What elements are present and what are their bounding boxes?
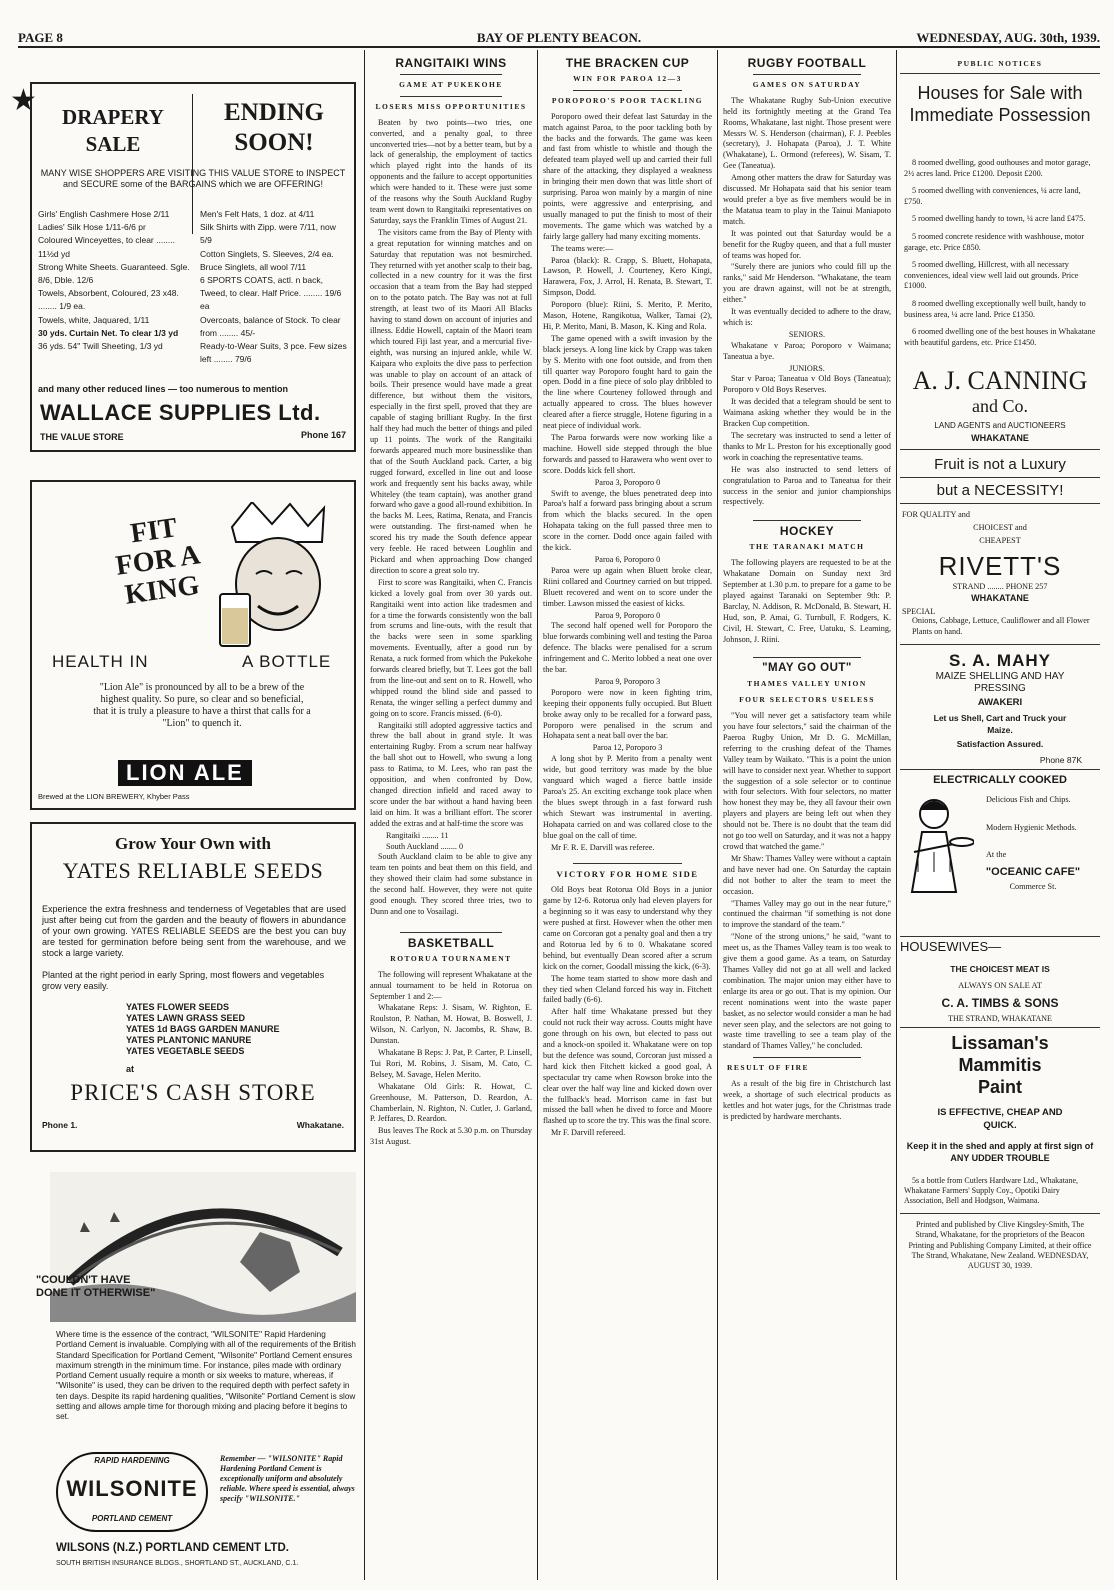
subhead: ROTORUA TOURNAMENT: [390, 953, 512, 963]
paragraph: Paroa were up again when Bluett broke clear, Riini collared and Courtney carried on but tripped. Bluett recovered and went on to score under the timber. Lawson missed the easiest of kicks.: [543, 565, 712, 608]
subhead: GAMES ON SATURDAY: [752, 79, 862, 89]
timbs-name: C. A. TIMBS & SONS: [941, 995, 1059, 1010]
mahy-service: MAIZE SHELLING AND HAY PRESSING: [935, 670, 1065, 694]
list-item: Towels, Absorbent, Coloured, 23 x48. ........ 1/9 ea.: [38, 288, 179, 312]
paragraph: Poroporo (blue): Riini, S. Merito, P. Merito, Mason, Hotene, Rangikotua, Walker, Tamai (2), Hi, P. Merito, Mani, B. Mason, K. King and Rola.: [543, 300, 712, 331]
imprint: Printed and published by Clive Kingsley-Smith, The Strand, Whakatane, for the proprietors of the Beacon Printing and Publishing Company Limited, at their office The Strand, Whakatane, New Zealand. WEDNESDAY, AUGUST 30, 1939.: [908, 1219, 1092, 1271]
section-label: SENIORS.: [788, 329, 826, 339]
paragraph: Beaten by two points—two tries, one converted, and a penalty goal, to three unconverted tries—not by a better team, but by a lack of generalship, the employment of tactics which played right into the hands of its opponents and the failure to accept opportunities which were handed to it. These were just some of the reasons why the South Auckland Rugby team went down to Rangitaiki representatives on Saturday, says the Franklin Times of August 21.: [370, 117, 532, 225]
mahy-name: S. A. MAHY: [949, 650, 1051, 670]
list-item: 30 yds. Curtain Net. To clear 1/3 yd: [38, 327, 179, 338]
subhead: RESULT OF FIRE: [727, 1063, 809, 1073]
newspaper-title: BAY OF PLENTY BEACON.: [476, 30, 642, 45]
mahy-phone: Phone 87K: [1039, 754, 1082, 765]
yates-seeds-ad: [30, 822, 356, 1152]
yates-line-1: Grow Your Own with: [114, 834, 271, 853]
headline: RANGITAIKI WINS: [395, 56, 507, 70]
meat-text-2: ALWAYS ON SALE AT: [958, 979, 1042, 990]
timbs-address: THE STRAND, WHAKATANE: [948, 1013, 1052, 1023]
meat-text-1: THE CHOICEST MEAT IS: [950, 963, 1050, 974]
at-the-text: At the: [986, 849, 1007, 859]
rivetts-town: WHAKATANE: [971, 593, 1029, 604]
paragraph: First to score was Rangitaiki, when C. Francis kicked a lovely goal from over 30 yards out. Rangitaiki went into action like tradesmen and for a time the forwards consistently won the ball from scrums and line-outs, with the result that the backs were seen in some sparkling movements. Eventually, after a good run by Renata, a ruck formed from which the Pukekohe forwards cleared briefly, but T. Lees got the ball from the line-out and sent on to R. Howell, who whipped round the blind side and passed to Renata, the winger selling a perfect dummy and going on to score. Francis missed. (6-0).: [370, 577, 532, 718]
paragraph: "You will never get a satisfactory team while you have four selectors," said the chairman of the Paeroa Rugby Union, Mr D. G. McMillan, referring to the crushing defeat of the Thames Valley team by Waikato. "This is a point the union will have to consider next year. Whether to support the suggestion of a sole selector or to continue with four selectors. With four selectors, no matter how honest they may be, they all favour their own players and players are being left out when they should not be. There is no doubt that the team did not go too well on Saturday, and it was not a happy crowd that watched the game.": [723, 711, 891, 851]
column-rule: [537, 50, 538, 1580]
list-item: YATES LAWN GRASS SEED: [126, 1013, 246, 1023]
public-notices-head: PUBLIC NOTICES: [957, 59, 1043, 68]
paragraph: Among other matters the draw for Saturday was discussed. Mr Hohapata said that his senior team would prefer a bye as five members would be in the Matatua team to play in the Tainui Maniapoto match.: [723, 173, 891, 226]
paragraph: Poroporo owed their defeat last Saturday in the match against Paroa, to the poor tackling both by the backs and the forwards. The game was keen and fast from whistle to whistle and though the defeated team played well up and carried their full share of the attacking, they displayed a weakness in bringing their men down that was little short of surprising. Paroa won mainly by a margin of nine points, were aggressive and enterprising, and usually managed to put the finish to most of their movements. The game which was watched by a fairly large gallery had many exciting moments.: [543, 111, 712, 241]
paragraph: "Thames Valley may go out in the near future," continued the chairman "if something is not done to improve the standard of the team.": [723, 898, 891, 930]
paragraph: Poroporo were now in keen fighting trim, keeping their opponents fully occupied. But Bluett broke away only to be recalled for a forward pass, Poroporo were penalised in the scrum and Hohapata sent a neat ball over the bar.: [543, 687, 712, 741]
star-icon: ★: [10, 83, 37, 118]
quality-text: FOR QUALITY and: [902, 510, 970, 520]
list-item: Silk Shirts with Zipp. were 7/11, now 5/9: [200, 222, 336, 246]
housewives-heading: HOUSEWIVES—: [900, 938, 1002, 954]
score-line: South Auckland ........ 0: [386, 841, 464, 851]
yates-phone: Phone 1.: [42, 1120, 78, 1130]
wilsonite-caption-2: DONE IT OTHERWISE": [36, 1287, 156, 1299]
waitress-illustration: [904, 792, 974, 902]
list-item: YATES PLANTONIC MANURE: [126, 1035, 252, 1045]
special-label: SPECIAL: [902, 607, 936, 617]
yates-line-2: YATES RELIABLE SEEDS: [62, 858, 324, 883]
paragraph: Whakatane Reps: J. Sisam, W. Righton, E. Roulston, P. Nathan, M. Howat, B. Boswell, J. Wilson, N. Carlyon, N. Jacombs, R. Shaw, B. Dunstan.: [370, 1003, 532, 1046]
list-item: 36 yds. 54" Twill Sheeting, 1/3 yd: [38, 341, 163, 352]
store-slogan: THE VALUE STORE: [40, 432, 124, 442]
column-rule: [896, 50, 897, 1580]
special-text: Onions, Cabbage, Lettuce, Cauliflower and all Flower Plants on hand.: [912, 616, 1090, 636]
yates-products: [126, 1002, 280, 1057]
listing: 5 roomed dwelling with conveniences, ¼ acre land, £750.: [904, 186, 1081, 206]
list-item: YATES VEGETABLE SEEDS: [126, 1046, 245, 1056]
paragraph: The second half opened well for Poroporo the blue forwards combining well and testing the Paroa defence. The blacks were penalised for a scrum infringement and C. Merito lobbed a neat one over the bar.: [543, 621, 712, 675]
score-line: Paroa 6, Poroporo 0: [594, 554, 661, 564]
listing: 5 roomed concrete residence with washhouse, motor garage, etc. Price £850.: [904, 231, 1085, 252]
subhead: POROPORO'S POOR TACKLING: [551, 95, 704, 105]
wilsonite-logo: [56, 1452, 208, 1532]
listing: 5 roomed dwelling handy to town, ¼ acre land £475.: [912, 214, 1086, 224]
paragraph: Paroa (black): R. Crapp, S. Bluett, Hohapata, Lawson, P. Howell, J. Courteney, Kero Kingi, Harawera, Fox, J. Arrol, H. Renata, B. Stewart, T. Simpson, Dodd.: [543, 255, 712, 298]
list-item: YATES 1d BAGS GARDEN MANURE: [126, 1024, 280, 1034]
drapery-right-list: [200, 208, 350, 366]
lissamans-claim: IS EFFECTIVE, CHEAP AND QUICK.: [937, 1106, 1063, 1131]
drapery-tagline: and many other reduced lines — too numerous to mention: [38, 384, 289, 394]
list-item: Cotton Singlets, S. Sleeves, 2/4 ea.: [200, 248, 334, 259]
paragraph: Star v Paroa; Taneatua v Old Boys (Taneatua); Poroporo v Old Boys Reserves.: [723, 374, 891, 395]
rivetts-name: RIVETT'S: [938, 551, 1062, 582]
paragraph: "None of the strong unions," he said, "want to meet us, as the Thames Valley team is too weak to give them a good game. As a team, on Saturday Thames Valley did not go at all well and lacked combination. The major union may either have to enlarge its area or go out. That is my opinion. Our recent nominations went into the waste paper basket, as no selector would consider a man he had never seen play, and the selectors are not going to waste time travelling to see a team play of the standard of Thames Valley," he concluded.: [723, 932, 891, 1051]
wilsons-address: SOUTH BRITISH INSURANCE BLDGS., SHORTLAND ST., AUCKLAND, C.1.: [56, 1560, 299, 1567]
fit-text: FIT: [128, 512, 180, 550]
paragraph: It was eventually decided to adhere to the draw, which is:: [723, 307, 891, 327]
wilsonite-body: Where time is the essence of the contract, "WILSONITE" Rapid Hardening Portland Cement is invaluable. Complying with all of the requirements of the British Standard Specification for Portland Cement, "Wilsonite" Portland Cement ensures maximum strength in the minimum time. For instance, piles made with ordinary Portland Cement usually require a month or six weeks to mature, whereas, if "Wilsonite" is used, they can be driven to the required depth with perfect safety in ten days. Despite its rapid hardening qualities, "Wilsonite" Portland Cement is slow setting and allows ample time for thorough mixing and placing before it begins to set.: [56, 1330, 356, 1422]
list-item: Men's Felt Hats, 1 doz. at 4/11: [200, 209, 315, 219]
headline: BASKETBALL: [407, 935, 495, 950]
ending-title: ENDING: [223, 99, 324, 126]
king-text: KING: [122, 569, 202, 611]
issue-date: WEDNESDAY, AUG. 30th, 1939.: [916, 30, 1100, 45]
subhead: FOUR SELECTORS USELESS: [739, 695, 875, 705]
paragraph: The following will represent Whakatane at the annual tournament to be held in Rotorua on September 1 and 2:—: [370, 969, 532, 1001]
paragraph: After half time Whakatane pressed but they could not ruck their way across. Coutts might have gone through on his own, but elected to pass out and a knock-on spoiled it. Whakatane were on top but the defence was sound, Corcoran just missed a hard kick then Fitchett kicked a good goal, A spectacular try came when Rowson broke into the clear over the half way line and kicked down over the fullback's head. Morrison came in fast but missed the ball when he dived to force and Moore flashed up to score the try. This was the final score.: [543, 1007, 712, 1126]
cheapest-text: CHEAPEST: [979, 536, 1021, 546]
headline: THE BRACKEN CUP: [565, 56, 690, 70]
portland-cement-text: PORTLAND CEMENT: [91, 1514, 173, 1523]
rapid-hardening-text: RAPID HARDENING: [94, 1456, 170, 1465]
subhead: VICTORY FOR HOME SIDE: [556, 869, 699, 880]
wallace-supplies-name: WALLACE SUPPLIES Ltd.: [40, 400, 321, 425]
drapery-intro: MANY WISE SHOPPERS ARE VISITING THIS VALUE STORE to INSPECT and SECURE some of the BARGAINS which we are OFFERING!: [40, 168, 346, 189]
a-bottle-text: A BOTTLE: [242, 652, 332, 671]
subhead: THAMES VALLEY UNION: [747, 679, 867, 689]
list-item: Overcoats, balance of Stock. To clear from ........ 45/-: [200, 314, 341, 338]
score-line: Paroa 12, Poroporo 3: [592, 743, 663, 753]
rivetts-address: STRAND ........ PHONE 257: [952, 582, 1048, 592]
mammitis-text: Mammitis: [958, 1054, 1042, 1075]
lissamans-name: Lissaman's: [951, 1032, 1049, 1053]
mahy-town: AWAKERI: [977, 696, 1023, 708]
list-item: Coloured Winceyettes, to clear ........ 11½d yd: [38, 235, 176, 259]
score-line: Paroa 9, Poroporo 0: [594, 610, 661, 620]
brewer-text: Brewed at the LION BREWERY, Khyber Pass: [38, 792, 190, 801]
canning-desc: LAND AGENTS and AUCTIONEERS: [934, 421, 1066, 431]
score-line: Paroa 3, Poroporo 0: [594, 477, 661, 487]
column-rule: [364, 50, 365, 1580]
paragraph: It was decided that a telegram should be sent to Waimana asking whether they would be in the Bracken Cup competition.: [723, 397, 891, 429]
wilsonite-ad: [30, 1168, 356, 1580]
yates-body: Experience the extra freshness and tenderness of Vegetables that are used just after being cut from the garden and the beauty of flowers in abundance of your own growing. YATES RELIABLE SEEDS are the best you can buy are tested for germination before being sent from the warehouse, and we stock a large variety.: [42, 904, 346, 958]
lissamans-instructions: Keep it in the shed and apply at first sign of ANY UDDER TROUBLE: [906, 1140, 1094, 1163]
subhead: WIN FOR PAROA 12—3: [573, 73, 682, 83]
list-item: Ready-to-Wear Suits, 3 pce. Few sizes left ........ 79/6: [200, 341, 347, 365]
fruit-slogan-2: but a NECESSITY!: [936, 482, 1064, 500]
subhead: LOSERS MISS OPPORTUNITIES: [375, 101, 527, 111]
headline: HOCKEY: [779, 524, 835, 539]
drapery-sale-ad: [10, 82, 356, 452]
lion-ale-ad: [30, 480, 356, 810]
paragraph: It was pointed out that Saturday would be a benefit for the Rugby queen, and that a full muster of teams was hoped for.: [723, 228, 891, 260]
paragraph: As a result of the big fire in Christchurch last week, a shortage of such electrical products as kettles and hot water jugs, for the Christmas trade is predicted by hardware merchants.: [723, 1079, 891, 1121]
cafe-ad: [900, 786, 1100, 936]
list-item: Bruce Singlets, all wool 7/11: [200, 261, 307, 272]
list-item: Ladies' Silk Hose 1/11-6/6 pr: [38, 222, 146, 233]
wilsons-company: WILSONS (N.Z.) PORTLAND CEMENT LTD.: [56, 1542, 289, 1554]
electrically-cooked: ELECTRICALLY COOKED: [933, 773, 1067, 786]
paragraph: Mr F. R. E. Darvill was referee.: [551, 842, 655, 852]
drapery-title: DRAPERY: [62, 105, 164, 129]
houses-heading: Houses for Sale with Immediate Possession: [909, 83, 1091, 125]
header-rule: [18, 46, 1100, 48]
paragraph: The Paroa forwards were now working like a machine. Howell side stepped through the blue forwards and passed to Harawera who went over to score. Dodds kick fell short.: [543, 433, 712, 475]
headline: "MAY GO OUT": [762, 662, 852, 675]
mahy-assured: Satisfaction Assured.: [956, 738, 1044, 749]
hygiene-text: Modern Hygienic Methods.: [986, 822, 1077, 832]
article-bracken-cup: [543, 54, 712, 1579]
paragraph: The visitors came from the Bay of Plenty with a great reputation for winning matches and on Saturday that reputation was not besmirched. They returned with yet another scalp to their bag, collected in a new country for it was the first occasion that a team from the Bay had stepped on to the potato patch. The Bay was not at full strength, at least two of its Maori All Blacks having to stand down on account of injuries and illness. Eddie Howell, captain of the Maori team which toured Fiji last year, and a mercurial five-eighth, was nursing an injured ankle, while W. Kaipara who exploits the dive pass to perfection was unable to play on account of an attack of boils. Their presence would have made a great difference, but without them the visitors, especially in the first spell, proved that they are capable of staging brilliant Rugby. In the first half they had much the better of things and piled up 11 points. The work of the Rangitaiki forwards appeared much more businesslike than that of the South Auckland pack. Carter, a big rugged forward, excelled in line out and loose work and frequently sent his backs away, while Whiteley (the team captain), was another grand forward who gave a good all-round exhibition. In the backs M. Lees, Ratima, Renata, and Francis were outstanding. The first-named when he scored his try made the South defence appear very feeble. He raced between Loughlin and Pickard and when approaching Dow changed direction to score a great solo try.: [370, 227, 532, 575]
at-text: at: [126, 1064, 135, 1074]
article-rugby-football: [723, 54, 891, 1579]
wilsonite-remember: Remember — "WILSONITE" Rapid Hardening Portland Cement is exceptionally uniform and absolutely reliable. Where speed is essential, always specify "WILSONITE.": [220, 1454, 355, 1503]
fruit-slogan-1: Fruit is not a Luxury: [934, 456, 1066, 474]
health-in-text: HEALTH IN: [52, 652, 149, 671]
paragraph: The teams were:—: [551, 243, 614, 253]
page-number: PAGE 8: [18, 30, 63, 45]
paragraph: Mr F. Darvill refereed.: [551, 1128, 626, 1138]
list-item: YATES FLOWER SEEDS: [126, 1002, 230, 1012]
drapery-title-2: SALE: [85, 132, 141, 156]
headline: RUGBY FOOTBALL: [747, 56, 867, 70]
store-phone: Phone 167: [300, 430, 346, 440]
paragraph: Old Boys beat Rotorua Old Boys in a junior game by 12-6. Rotorua only had eleven players for a beginning so it was easy to understand why they were pushed at first. However when the other men came on Corcoran got a penalty goal and then a try and Rotorua led by 6 to 0. Whakatane scored behind, but eventually Dean scored after a scrum kick on the corner, Goodall missing the kick, (6-3).: [543, 885, 712, 971]
paragraph: Whakatane v Paroa; Poroporo v Waimana; Taneatua a bye.: [723, 340, 891, 361]
paragraph: A long shot by P. Merito from a penalty went wide, but good territory was made by the blue vanguard which waged a fierce battle inside Paroa's 25. An exciting exchange took place when the blues swept through in a fast forward rush which Stewart was instrumental in averting. Hohapata carried on and was collared close to the blue goal on the call of time.: [543, 754, 712, 840]
paragraph: Bus leaves The Rock at 5.30 p.m. on Thursday 31st August.: [370, 1126, 532, 1147]
wilsonite-caption-1: "COULDN'T HAVE: [36, 1274, 131, 1286]
canning-town: WHAKATANE: [971, 433, 1029, 444]
lion-ale-body: "Lion Ale" is pronounced by all to be a brew of the highest quality. So pure, so clear and so beneficial, that it is truly a pleasure to have a thirst that calls for a "Lion" to quench it.: [93, 682, 311, 729]
oceanic-cafe: "OCEANIC CAFE": [985, 865, 1081, 878]
list-item: Towels, white, Jaquared, 1/11: [38, 314, 150, 325]
yates-body-2: Planted at the right period in early Spring, most flowers and vegetables grow very easily.: [42, 970, 325, 991]
score-line: Paroa 9, Poroporo 3: [594, 676, 661, 686]
yates-town: Whakatane.: [296, 1120, 344, 1130]
listing: 6 roomed dwelling one of the best houses in Whakatane with beautiful gardens, etc. Price £1450.: [904, 327, 1096, 347]
list-item: 6 SPORTS COATS, actl. n back, Tweed, to clear. Half Price. ........ 19/6 ea: [200, 275, 342, 312]
mahy-offer: Let us Shell, Cart and Truck your Maize.: [933, 712, 1067, 735]
paragraph: The game opened with a swift invasion by the black jerseys. A long line kick by Crapp was taken by S. Merito with one foot outside, and from then till quarter way Poroporo fought hard to gain the open. Dodd in a fine piece of solo play dribbled to the line where Courteney followed through and actually appeared to cross. The blues however cleared after a fierce struggle, Hotene figuring in a neat piece of individual work.: [543, 333, 712, 431]
paragraph: Swift to avenge, the blues penetrated deep into Paroa's half a forward pass bringing about a scrum from which the blacks secured. In the open Hohapata taking on the full passed three men to score in the corner. Dodd once again failed with the kick.: [543, 488, 712, 553]
list-item: Girls' English Cashmere Hose 2/11: [38, 209, 170, 219]
drinker-illustration: [212, 502, 342, 652]
paragraph: Whakatane B Reps: J. Pat, P. Carter, P. Linsell, Tui Rori, M. Robins, J. Sisam, M. Cato, C. Belsey, M. Savage, Helen Merito.: [370, 1048, 532, 1079]
lion-ale-logo: LION ALE: [118, 760, 252, 786]
listing: 8 roomed dwelling exceptionally well built, handy to business area, ¼ acre land. Price £1350.: [904, 298, 1086, 319]
page-header: [18, 26, 1100, 48]
subhead: THE TARANAKI MATCH: [749, 542, 865, 552]
wilsonite-logo-text: WILSONITE: [66, 1476, 198, 1501]
fish-text: Delicious Fish and Chips.: [986, 794, 1071, 804]
prices-cash-store: PRICE'S CASH STORE: [70, 1080, 316, 1105]
cafe-street: Commerce St.: [1009, 881, 1057, 891]
paragraph: The Whakatane Rugby Sub-Union executive held its fortnightly meeting at the Grand Tea Rooms, Whakatane, last night. Those present were Messrs W. S. Henderson (chairman), F. J. Peebles (secretary), J. Hohapata (Paroa), J. T. White (Whakatane), L. Ormond (referees), W. Sisam, T. Gee (Taneatua).: [723, 95, 891, 171]
paragraph: The following players are requested to be at the Whakatane Domain on Sunday next 3rd September at 1.30 p.m. to prepare for a game to be played against Taranaki on September 9th: P. Barclay, N. Addison, R. McDonald, B. Stewart, H. Hud, son, P. Amai, G. Turnbull, F. Rodgers, K. Civil, H. Stewart, C. Free, Uatuku, S. Leaming, Johnson, J. Riini.: [723, 558, 891, 644]
article-rangitaiki-wins: [370, 54, 532, 1579]
column-rule: [717, 50, 718, 1580]
subhead: GAME AT PUKEKOHE: [399, 79, 503, 89]
drapery-left-list: [38, 208, 196, 353]
lissamans-stockists: 5s a bottle from Cutlers Hardware Ltd., Whakatane, Whakatane Farmers' Supply Coy., Opotiki Dairy Association, Bell and Hodgson, Waimana.: [904, 1175, 1079, 1206]
canning-co: and Co.: [972, 396, 1028, 417]
paragraph: The secretary was instructed to send a letter of thanks to Mr L. Preston for his exceptionally good work in coaching the representative teams.: [723, 431, 891, 462]
paragraph: Mr Shaw: Thames Valley were without a captain and have never had one. On Saturday the captain did not bother to alter the team to meet the occasion.: [723, 853, 891, 896]
for-a-text: FOR A: [113, 539, 203, 582]
section-label: JUNIORS.: [789, 363, 825, 373]
paragraph: Rangitaiki still adopted aggressive tactics and threw the ball about in grand style. It was entertaining Rugby. From a scrum near halfway the ball shot out to Howell, who swung a long pass to Ratima, to M. Lees, who ran past the opposition, and when confronted by Dow, changed direction infield and raced away to score under the bar without a hand having been laid on him. It was a brilliant effort. The scorer added the extras and at half-time the score was: [370, 720, 532, 828]
paragraph: South Auckland claim to be able to give any team ten points and beat them on this field, and they showed their claim had some substance in the second half. However, they were not quite good enough. They scored three tries, two to Dunn and one to Vosailagi.: [370, 852, 532, 916]
classifieds-column: [900, 54, 1100, 1579]
listing: 8 roomed dwelling, good outhouses and motor garage, 2½ acres land. Price £1200. Deposit £200.: [904, 158, 1091, 178]
score-line: Rangitaiki ........ 11: [386, 830, 449, 840]
choicest-text: CHOICEST and: [973, 523, 1027, 533]
soon-title: SOON!: [234, 129, 314, 156]
paragraph: Whakatane Old Girls: R. Howat, C. Greenhouse, M. Patterson, D. Reardon, A. Chamberlain, N. Righton, N. Cutler, J. Garland, P. Jeffares, D. Reardon.: [370, 1081, 532, 1124]
paragraph: The home team started to show more dash and they tied when Cleland forced his way in. Fitchett failed badly (6-6).: [543, 973, 712, 1005]
paragraph: "Surely there are juniors who could fill up the ranks," said Mr Henderson. "Whakatane, the team you are drawn against, will not be at strength, either.": [723, 262, 891, 305]
paint-text: Paint: [977, 1076, 1022, 1097]
listing: 5 roomed dwelling, Hillcrest, with all necessary conveniences, ideal view well laid out grounds. Price £1000.: [904, 260, 1079, 291]
canning-name: A. J. CANNING: [912, 366, 1088, 396]
paragraph: He was also instructed to send letters of congratulation to Paroa and to Taneatua for their success in the senior and junior championships respectively.: [723, 464, 891, 507]
list-item: Strong White Sheets. Guaranteed. Sgle. 8/6, Dble. 12/6: [38, 261, 190, 286]
